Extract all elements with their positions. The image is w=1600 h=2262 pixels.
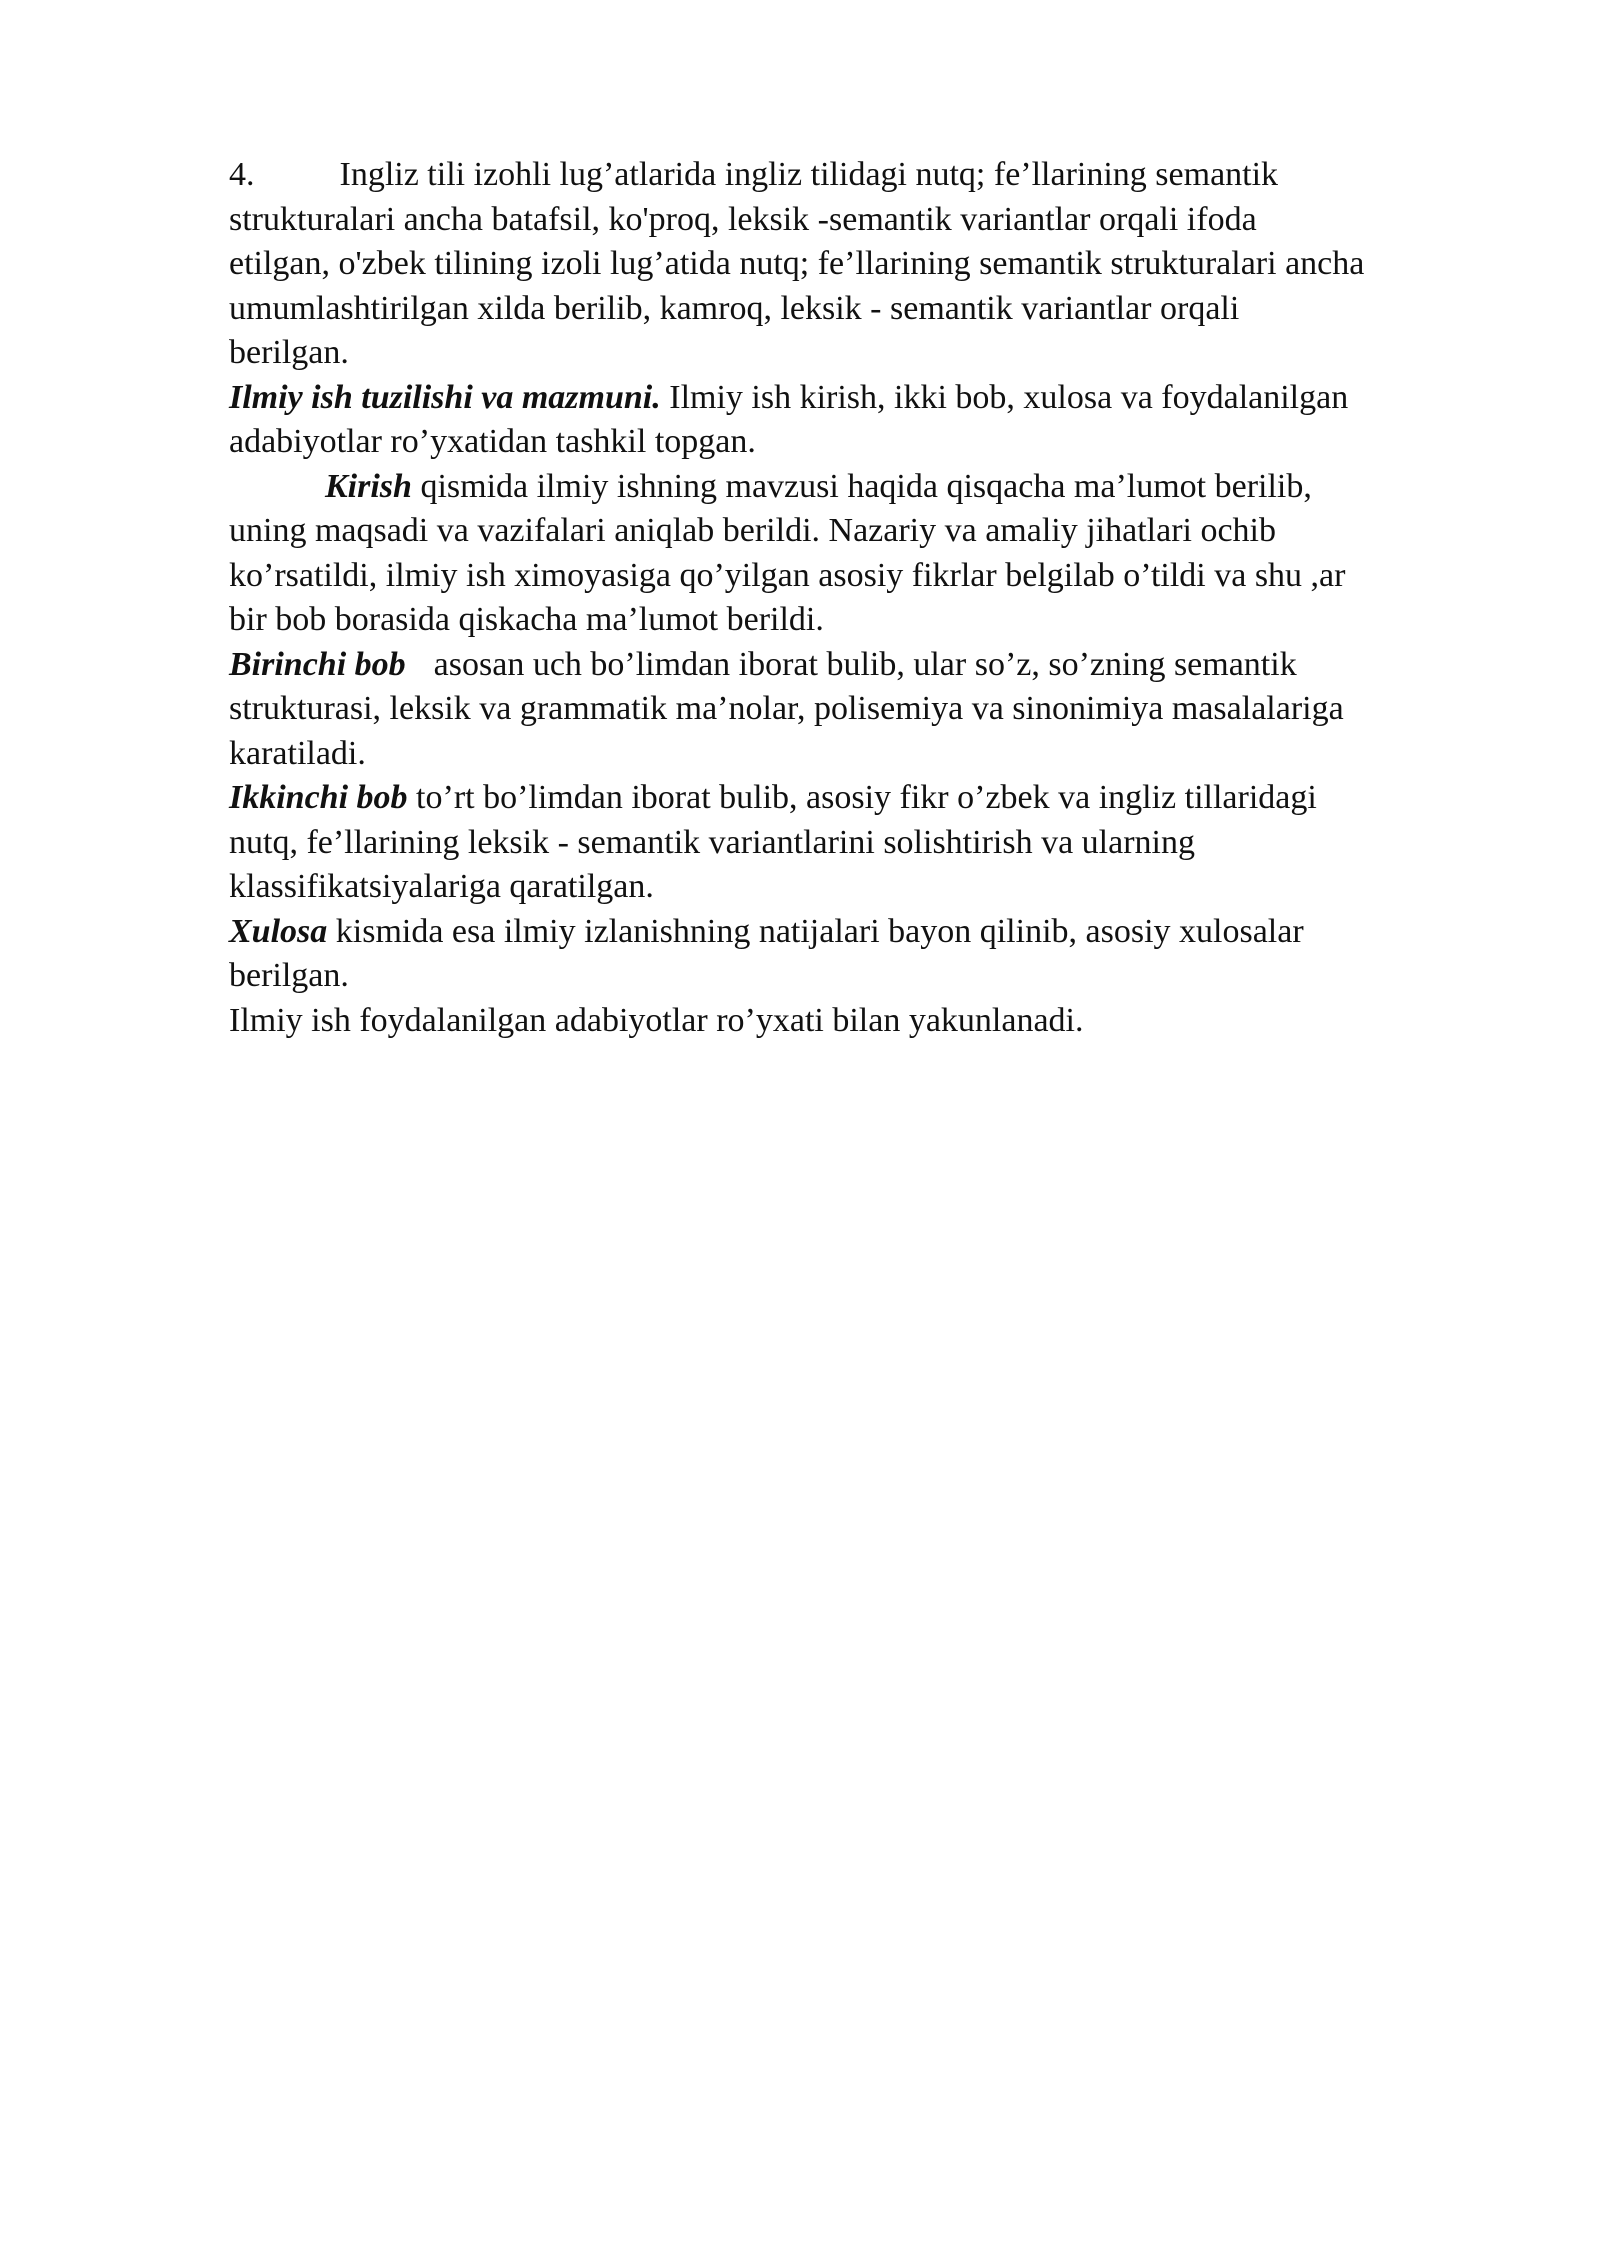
- text-line: Ilmiy ish foydalanilgan adabiyotlar ro’yxati bilan yakunlanadi.: [229, 1001, 1084, 1039]
- paragraph-birinchi-bob: [229, 643, 1529, 777]
- list-number: 4.: [229, 156, 255, 193]
- text-line: umumlashtirilgan xilda berilib, kamroq, leksik - semantik variantlar orqali: [229, 289, 1240, 327]
- text-span: asosan uch bo’limdan iborat bulib, ular so’z, so’zning semantik: [433, 645, 1297, 683]
- paragraph-ikkinchi-bob: [229, 776, 1529, 910]
- text-line: klassifikatsiyalariga qaratilgan.: [229, 868, 654, 905]
- text-line: berilgan.: [229, 334, 349, 371]
- text-line: etilgan, o'zbek tilining izoli lug’atida nutq; fe’llarining semantik strukturalari ancha: [229, 245, 1365, 282]
- document-body: [229, 153, 1529, 1043]
- section-heading: Birinchi bob: [229, 645, 406, 683]
- section-heading: Ikkinchi bob: [229, 779, 408, 816]
- text-line: nutq, fe’llarining leksik - semantik variantlarini solishtirish va ularning: [229, 823, 1195, 861]
- section-heading: Xulosa: [229, 912, 328, 950]
- section-heading: Kirish: [325, 467, 412, 505]
- section-heading: Ilmiy ish tuzilishi va mazmuni.: [229, 378, 661, 416]
- text-span: qismida ilmiy ishning mavzusi haqida qisqacha ma’lumot berilib,: [411, 467, 1312, 505]
- text-span: kismida esa ilmiy izlanishning natijalari bayon qilinib, asosiy xulosalar: [327, 912, 1304, 950]
- text-line: strukturalari ancha batafsil, ko'proq, leksik -semantik variantlar orqali ifoda: [229, 200, 1257, 238]
- paragraph-closing: [229, 999, 1529, 1044]
- text-line: [229, 376, 1529, 421]
- text-line: berilgan.: [229, 957, 349, 994]
- text-line: [229, 776, 1529, 821]
- text-line: karatiladi.: [229, 734, 366, 772]
- text-line: ko’rsatildi, ilmiy ish ximoyasiga qo’yilgan asosiy fikrlar belgilab o’tildi va shu ,ar: [229, 556, 1346, 594]
- paragraph-item-4: [229, 153, 1529, 376]
- paragraph-kirish: [229, 465, 1529, 643]
- text-line: [229, 153, 1529, 198]
- text-line: [229, 643, 1529, 688]
- text-line: [229, 465, 1529, 510]
- text-line: [229, 910, 1529, 955]
- text-line: uning maqsadi va vazifalari aniqlab berildi. Nazariy va amaliy jihatlari ochib: [229, 512, 1276, 549]
- text-span: to’rt bo’limdan iborat bulib, asosiy fikr o’zbek va ingliz tillaridagi: [407, 779, 1317, 816]
- text-line: strukturasi, leksik va grammatik ma’nolar, polisemiya va sinonimiya masalalariga: [229, 690, 1344, 727]
- text-span: Ilmiy ish kirish, ikki bob, xulosa va foydalanilgan: [660, 378, 1349, 416]
- paragraph-xulosa: [229, 910, 1529, 999]
- text-line: bir bob borasida qiskacha ma’lumot berildi.: [229, 601, 824, 638]
- text-span: Ingliz tili izohli lug’atlarida ingliz tilidagi nutq; fe’llarining semantik: [339, 156, 1279, 193]
- text-line: adabiyotlar ro’yxatidan tashkil topgan.: [229, 423, 756, 460]
- paragraph-structure: [229, 376, 1529, 465]
